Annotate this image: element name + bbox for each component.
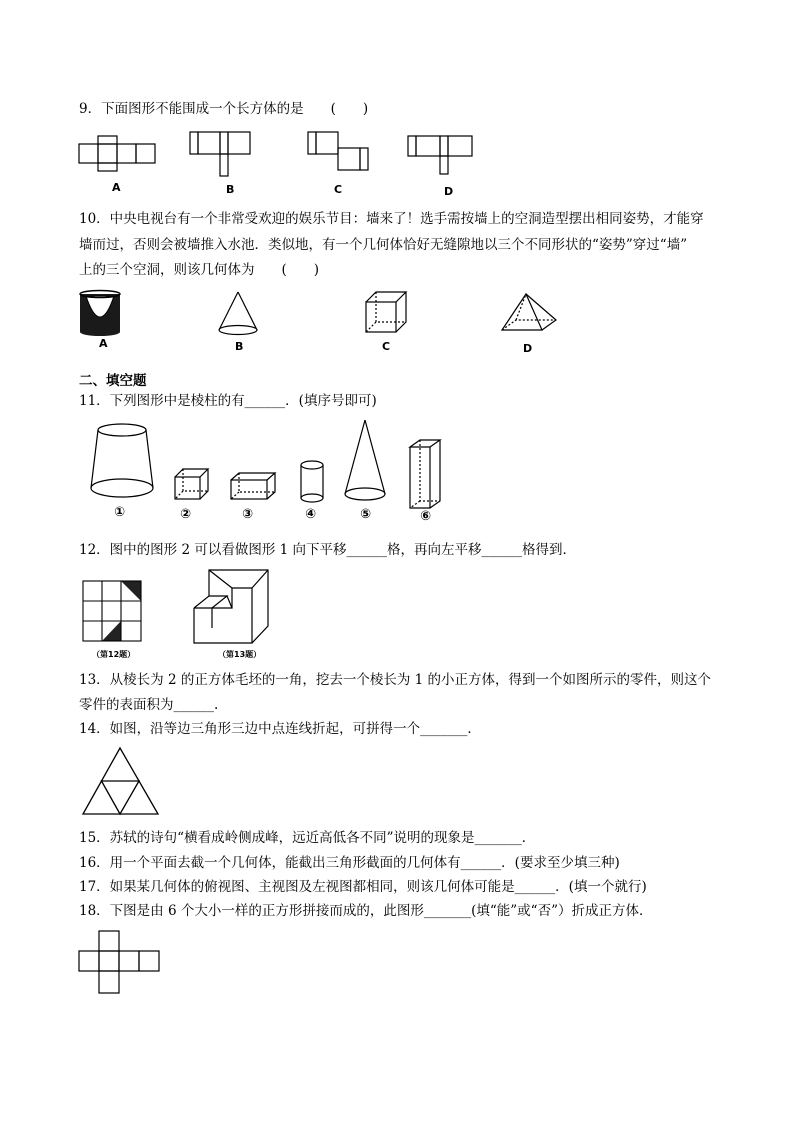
q10-solid-b <box>219 292 257 335</box>
q10-solid-c <box>366 292 406 332</box>
q12-q13-figures <box>82 568 282 648</box>
q13-stepped-block <box>194 570 268 643</box>
question-18-text: 18．下图是由 6 个大小一样的正方形拼接而成的，此图形_______(填“能”或“否”）折成正方体． <box>79 903 653 919</box>
q9-option-b-label: B <box>226 183 235 196</box>
question-14-text: 14．如图，沿等边三角形三边中点连线折起，可拼得一个_______． <box>79 721 481 737</box>
q12-grid-figure <box>83 581 141 641</box>
section-fill-in-title: 二、填空题 <box>79 373 147 389</box>
question-15-text: 15．苏轼的诗句“横看成岭侧成峰，远近高低各不同”说明的现象是_______． <box>79 830 536 846</box>
q9-option-c-label: C <box>334 183 343 196</box>
q10-option-c-label: C <box>382 340 391 353</box>
question-17-text: 17．如果某几何体的俯视图、主视图及左视图都相同，则该几何体可能是______．(填一个就行) <box>79 879 647 895</box>
question-10-line2: 墙而过，否则会被墙推入水池．类似地，有一个几何体恰好无缝隙地以三个不同形状的“姿势”穿过“墙” <box>79 237 688 253</box>
question-12-text: 12．图中的图形 2 可以看做图形 1 向下平移______格，再向左平移______格得到． <box>79 542 577 558</box>
q10-option-d-label: D <box>523 342 533 355</box>
question-13-line1: 13．从棱长为 2 的正方体毛坯的一角，挖去一个棱长为 1 的小正方体，得到一个如图所示的零件，则这个 <box>79 672 712 688</box>
q14-triangle-figure <box>82 746 162 818</box>
q9-nets-figure <box>78 128 438 198</box>
q9-option-a-label: A <box>112 181 121 194</box>
q10-option-b-label: B <box>235 340 244 353</box>
q11-solids-figure <box>90 420 450 510</box>
question-16-text: 16．用一个平面去截一个几何体，能截出三角形截面的几何体有______．(要求至少填三种) <box>79 855 620 871</box>
q10-option-a-label: A <box>99 337 108 350</box>
question-9-text: 9．下面图形不能围成一个长方体的是 ( ) <box>79 101 369 117</box>
q11-label-4: ④ <box>305 507 317 522</box>
q12-caption: （第12题） <box>92 650 136 659</box>
q10-solids-figure <box>80 290 560 345</box>
question-11-text: 11．下列图形中是棱柱的有______．(填序号即可) <box>79 393 377 409</box>
q11-label-1: ① <box>114 505 126 520</box>
q10-solid-a <box>80 291 120 337</box>
q11-label-2: ② <box>180 507 192 522</box>
q18-cube-net-figure <box>79 930 164 998</box>
question-10-line1: 10．中央电视台有一个非常受欢迎的娱乐节目：墙来了！选手需按墙上的空洞造型摆出相同姿势，才能穿 <box>79 211 704 227</box>
q11-label-5: ⑤ <box>360 507 372 522</box>
q11-label-6: ⑥ <box>420 509 432 524</box>
question-13-line2: 零件的表面积为______. <box>79 697 219 713</box>
q13-caption: （第13题） <box>218 650 262 659</box>
q9-option-d-label: D <box>444 185 454 198</box>
q11-label-3: ③ <box>242 507 254 522</box>
question-10-line3: 上的三个空洞，则该几何体为 ( ) <box>79 262 320 278</box>
q10-solid-d <box>502 294 556 330</box>
